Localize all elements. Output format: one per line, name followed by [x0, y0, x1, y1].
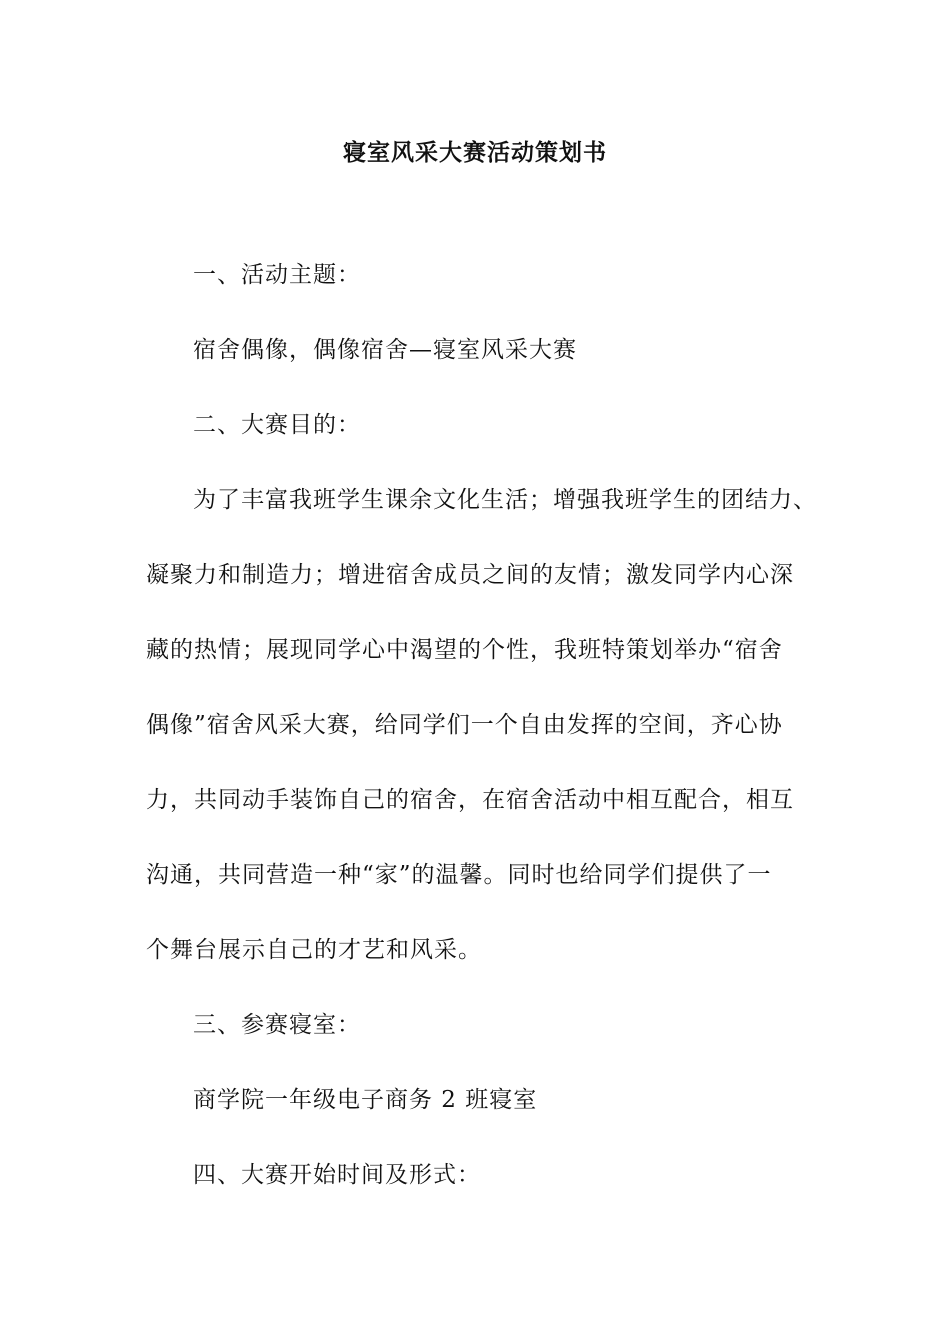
section-4-heading: 四、大赛开始时间及形式：: [193, 1162, 481, 1188]
section-3-heading: 三、参赛寝室：: [193, 1012, 361, 1038]
document-title: 寝室风采大赛活动策划书: [343, 139, 607, 166]
section-2-heading: 二、大赛目的：: [193, 412, 361, 438]
section-1-heading: 一、活动主题：: [193, 262, 361, 288]
section-2-line: 沟通，共同营造一种“家”的温馨。同时也给同学们提供了一: [146, 862, 772, 888]
section-1-body: 宿舍偶像，偶像宿舍—寝室风采大赛: [193, 337, 577, 363]
section-3-body: 商学院一年级电子商务 2 班寝室: [193, 1087, 538, 1113]
section-2-line: 为了丰富我班学生课余文化生活；增强我班学生的团结力、: [193, 487, 817, 513]
section-2-line: 个舞台展示自己的才艺和风采。: [146, 937, 482, 963]
section-2-line: 藏的热情；展现同学心中渴望的个性，我班特策划举办“宿舍: [146, 637, 783, 663]
section-2-line: 凝聚力和制造力；增进宿舍成员之间的友情；激发同学内心深: [146, 562, 794, 588]
section-2-line: 偶像”宿舍风采大赛，给同学们一个自由发挥的空间，齐心协: [146, 712, 783, 738]
section-2-line: 力，共同动手装饰自己的宿舍，在宿舍活动中相互配合，相互: [146, 787, 794, 813]
